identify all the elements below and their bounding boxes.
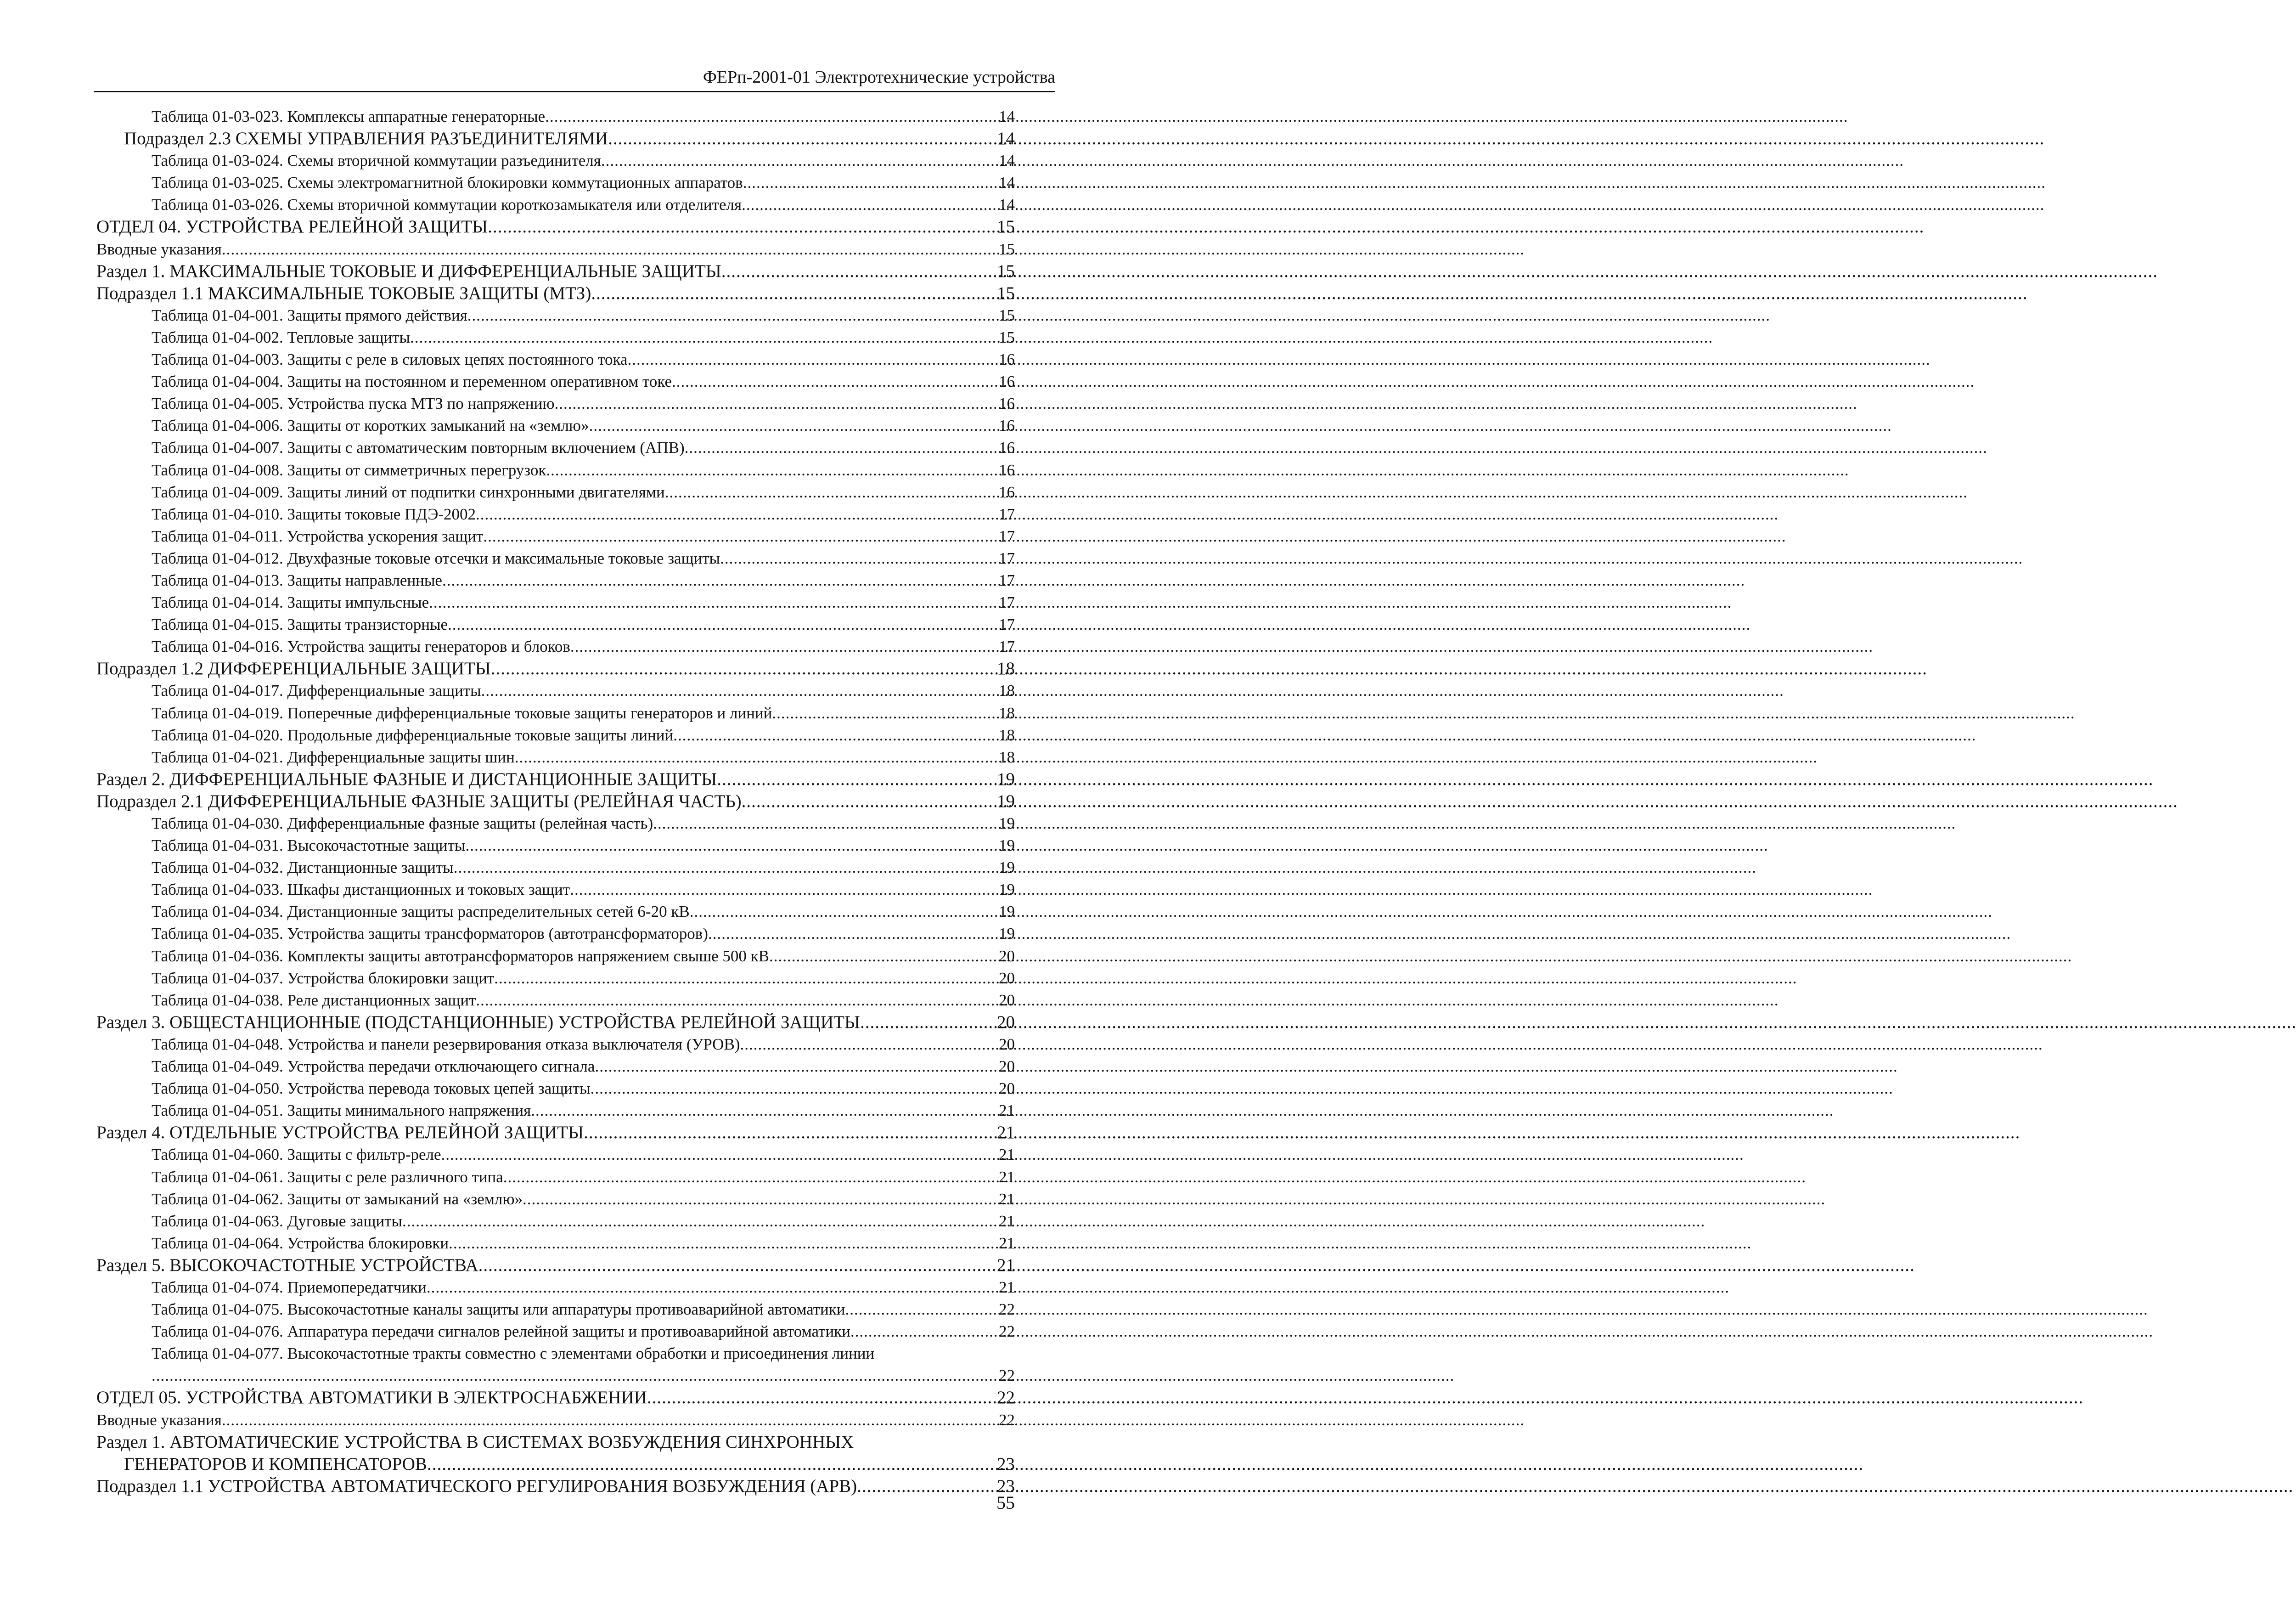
toc-entry-page: 22 (999, 1366, 1015, 1385)
dot-leader (591, 1078, 989, 1100)
dot-leader (673, 724, 989, 746)
toc-entry (96, 150, 1015, 172)
toc-entry-page: 19 (999, 858, 1015, 877)
dot-leader (478, 1254, 989, 1276)
dot-leader (222, 238, 989, 260)
dot-leader (720, 548, 989, 570)
toc-entry (96, 371, 1015, 393)
toc-entry-page: 20 (999, 1035, 1015, 1053)
toc-entry-page: 21 (999, 1212, 1015, 1230)
dot-leader (690, 901, 989, 923)
toc-entry-title: Таблица 01-04-019. Поперечные дифференциальные токовые защиты генераторов и линий (152, 704, 772, 722)
toc-entry (96, 437, 1015, 459)
toc-entry-title: Раздел 3. ОБЩЕСТАНЦИОННЫЕ (ПОДСТАНЦИОННЫЕ) УСТРОЙСТВА РЕЛЕЙНОЙ ЗАЩИТЫ (96, 1012, 860, 1032)
dot-leader (555, 393, 989, 415)
toc-entry-page: 19 (999, 903, 1015, 921)
toc-entry-page: 16 (999, 395, 1015, 413)
dot-leader (584, 1122, 989, 1144)
toc-entry-page: 21 (999, 1168, 1015, 1186)
dot-leader (449, 1232, 989, 1254)
toc-entry-title: ОТДЕЛ 05. УСТРОЙСТВА АВТОМАТИКИ В ЭЛЕКТРОСНАБЖЕНИИ (96, 1388, 647, 1408)
dot-leader (740, 1033, 989, 1056)
toc-entry (96, 813, 1015, 835)
toc-entry-page: 14 (999, 152, 1015, 170)
toc-entry-page: 19 (999, 881, 1015, 899)
dot-leader (742, 790, 989, 813)
dot-leader (494, 967, 989, 989)
toc-entry-page: 18 (999, 748, 1015, 766)
toc-entry-title: Таблица 01-04-014. Защиты импульсные (152, 593, 429, 612)
toc-entry-page: 21 (999, 1101, 1015, 1120)
toc-entry-page: 20 (997, 1012, 1015, 1032)
toc-entry-page: 22 (997, 1388, 1015, 1408)
toc-entry (96, 106, 1015, 128)
toc-entry-page: 16 (999, 439, 1015, 457)
toc-entry-page: 22 (999, 1411, 1015, 1429)
toc-entry-page: 16 (999, 483, 1015, 501)
toc-entry (96, 636, 1015, 658)
toc-entry-title: Таблица 01-04-016. Устройства защиты генераторов и блоков (152, 638, 570, 656)
toc-entry (96, 305, 1015, 327)
toc-entry-title: Таблица 01-04-038. Реле дистанционных защит (152, 991, 476, 1009)
toc-entry (96, 172, 1015, 194)
dot-leader (515, 746, 989, 768)
page-number: 55 (996, 1492, 1015, 1513)
dot-leader (483, 525, 989, 548)
toc-entry-title: Таблица 01-04-030. Дифференциальные фазные защиты (релейная часть) (152, 814, 653, 832)
dot-leader (476, 503, 989, 525)
toc-entry (96, 1011, 1015, 1033)
toc-entry (96, 548, 1015, 570)
toc-entry (96, 1343, 1015, 1365)
toc-entry-page: 17 (999, 615, 1015, 634)
toc-entry-title: Таблица 01-04-012. Двухфазные токовые отсечки и максимальные токовые защиты (152, 549, 720, 567)
toc-entry (96, 989, 1015, 1011)
toc-entry-title: Раздел 1. АВТОМАТИЧЕСКИЕ УСТРОЙСТВА В СИСТЕМАХ ВОЗБУЖДЕНИЯ СИНХРОННЫХ (96, 1432, 854, 1452)
toc-entry-page: 16 (999, 373, 1015, 391)
toc-entry (96, 857, 1015, 879)
dot-leader (448, 614, 989, 636)
toc-entry (96, 1431, 1015, 1453)
toc-entry-title: Раздел 1. МАКСИМАЛЬНЫЕ ТОКОВЫЕ И ДИФФЕРЕНЦИАЛЬНЫЕ ЗАЩИТЫ (96, 261, 721, 281)
dot-leader (152, 1365, 989, 1387)
toc-entry (96, 1100, 1015, 1122)
dot-leader (772, 702, 989, 724)
toc-entry-title: Раздел 5. ВЫСОКОЧАСТОТНЫЕ УСТРОЙСТВА (96, 1255, 478, 1275)
toc-entry (96, 768, 1015, 790)
dot-leader (769, 945, 989, 967)
toc-entry-title: Таблица 01-04-001. Защиты прямого действия (152, 306, 467, 324)
toc-entry-page: 17 (999, 505, 1015, 523)
dot-leader (685, 437, 989, 459)
toc-entry (96, 128, 1015, 150)
toc-entry (96, 1056, 1015, 1078)
dot-leader (857, 1475, 989, 1497)
toc-entry (96, 658, 1015, 680)
toc-entry-title: Таблица 01-04-062. Защиты от замыканий на «землю» (152, 1190, 523, 1208)
dot-leader (589, 415, 989, 437)
toc-entry-page: 15 (997, 217, 1015, 237)
toc-entry-title: Таблица 01-04-002. Тепловые защиты (152, 328, 410, 346)
dot-leader (491, 658, 989, 680)
toc-entry-page: 18 (999, 682, 1015, 700)
toc-entry-title: Вводные указания (96, 240, 222, 258)
dot-leader (402, 1210, 989, 1232)
toc-entry-title: ОТДЕЛ 04. УСТРОЙСТВА РЕЛЕЙНОЙ ЗАЩИТЫ (96, 217, 488, 237)
toc-entry-title: Таблица 01-04-009. Защиты линий от подпитки синхронными двигателями (152, 483, 665, 501)
toc-entry-page: 17 (999, 571, 1015, 589)
toc-entry (96, 1365, 1015, 1387)
toc-entry (96, 967, 1015, 989)
toc-entry-page: 14 (999, 174, 1015, 192)
dot-leader (465, 835, 989, 857)
dot-leader (427, 1453, 989, 1475)
toc-entry-title: Таблица 01-04-020. Продольные дифференциальные токовые защиты линий (152, 726, 674, 744)
toc-entry-page: 23 (997, 1476, 1015, 1496)
toc-entry (96, 459, 1015, 481)
dot-leader (672, 371, 989, 393)
toc-entry (96, 1188, 1015, 1210)
toc-entry (96, 481, 1015, 503)
toc-entry (96, 790, 1015, 813)
dot-leader (627, 349, 989, 371)
toc-entry-page: 18 (999, 704, 1015, 722)
toc-entry-title: Подраздел 1.1 МАКСИМАЛЬНЫЕ ТОКОВЫЕ ЗАЩИТЫ (МТЗ) (96, 283, 591, 303)
toc-entry-title: Таблица 01-04-074. Приемопередатчики (152, 1278, 427, 1296)
toc-entry-title: Таблица 01-04-051. Защиты минимального напряжения (152, 1101, 531, 1120)
toc-entry-page: 19 (999, 836, 1015, 855)
toc-entry (96, 1122, 1015, 1144)
toc-entry-title: Таблица 01-04-032. Дистанционные защиты (152, 858, 454, 877)
toc-entry-title: Таблица 01-04-061. Защиты с реле различного типа (152, 1168, 503, 1186)
toc-entry (96, 260, 1015, 282)
toc-entry-title: Таблица 01-04-003. Защиты с реле в силовых цепях постоянного тока (152, 350, 628, 369)
toc-entry-page: 15 (997, 261, 1015, 281)
toc-entry (96, 393, 1015, 415)
dot-leader (503, 1166, 989, 1188)
dot-leader (222, 1409, 989, 1431)
dot-leader (653, 813, 989, 835)
toc-entry (96, 1033, 1015, 1056)
toc-entry (96, 1166, 1015, 1188)
toc-entry-title: Подраздел 1.2 ДИФФЕРЕНЦИАЛЬНЫЕ ЗАЩИТЫ (96, 659, 491, 679)
toc-entry-title: Таблица 01-04-050. Устройства перевода токовых цепей защиты (152, 1079, 591, 1098)
toc-entry-page: 21 (999, 1190, 1015, 1208)
dot-leader (860, 1011, 989, 1033)
dot-leader (481, 680, 989, 702)
dot-leader (467, 305, 989, 327)
toc-entry-title: Таблица 01-04-035. Устройства защиты трансформаторов (автотрансформаторов) (152, 925, 708, 943)
toc-entry-title: Таблица 01-04-017. Дифференциальные защиты (152, 682, 481, 700)
toc-entry-page: 16 (999, 417, 1015, 435)
toc-entry-title: Раздел 2. ДИФФЕРЕНЦИАЛЬНЫЕ ФАЗНЫЕ И ДИСТАНЦИОННЫЕ ЗАЩИТЫ (96, 769, 717, 789)
toc-entry (96, 901, 1015, 923)
toc-entry-page: 16 (999, 350, 1015, 369)
toc-entry (96, 1210, 1015, 1232)
toc-entry-page: 20 (999, 1057, 1015, 1076)
dot-leader (601, 150, 989, 172)
toc-entry (96, 1453, 1015, 1475)
toc-entry-title: Таблица 01-04-034. Дистанционные защиты распределительных сетей 6-20 кВ (152, 903, 690, 921)
dot-leader (850, 1321, 989, 1343)
dot-leader (570, 636, 989, 658)
toc-entry-title: Вводные указания (96, 1411, 222, 1429)
toc-entry (96, 680, 1015, 702)
dot-leader (608, 128, 989, 150)
toc-entry-title: Таблица 01-04-036. Комплекты защиты автотрансформаторов напряжением свыше 500 кВ (152, 947, 770, 965)
toc-entry-title: Раздел 4. ОТДЕЛЬНЫЕ УСТРОЙСТВА РЕЛЕЙНОЙ ЗАЩИТЫ (96, 1123, 584, 1143)
toc-entry (96, 702, 1015, 724)
toc-entry-page: 14 (999, 107, 1015, 125)
toc-entry-title: Подраздел 2.3 СХЕМЫ УПРАВЛЕНИЯ РАЗЪЕДИНИТЕЛЯМИ (124, 129, 608, 149)
toc-entry-title: Таблица 01-04-077. Высокочастотные тракты совместно с элементами обработки и присоединения линии (152, 1344, 875, 1363)
dot-leader (410, 327, 989, 349)
toc-entry (96, 1232, 1015, 1254)
toc-entry-title: Таблица 01-04-049. Устройства передачи отключающего сигнала (152, 1057, 595, 1076)
dot-leader (665, 481, 989, 503)
toc-entry-page: 22 (999, 1322, 1015, 1341)
dot-leader (742, 194, 989, 216)
dot-leader (591, 282, 989, 305)
toc-entry (96, 194, 1015, 216)
toc-entry-title: Подраздел 2.1 ДИФФЕРЕНЦИАЛЬНЫЕ ФАЗНЫЕ ЗАЩИТЫ (РЕЛЕЙНАЯ ЧАСТЬ) (96, 791, 742, 811)
toc-entry-page: 17 (999, 549, 1015, 567)
toc-entry (96, 282, 1015, 305)
toc-entry-title: Таблица 01-04-076. Аппаратура передачи сигналов релейной защиты и противоаварийной автоматики (152, 1322, 850, 1341)
toc-entry-title: Таблица 01-04-037. Устройства блокировки защит (152, 969, 495, 987)
toc-entry-title: Таблица 01-04-031. Высокочастотные защиты (152, 836, 466, 855)
toc-entry (96, 945, 1015, 967)
toc-entry-page: 22 (999, 1300, 1015, 1319)
toc-entry-page: 14 (997, 129, 1015, 149)
toc-entry (96, 1387, 1015, 1409)
toc-entry (96, 1298, 1015, 1321)
toc-entry-page: 21 (999, 1146, 1015, 1164)
toc-entry (96, 1475, 1015, 1497)
dot-leader (454, 857, 989, 879)
toc-entry (96, 835, 1015, 857)
dot-leader (570, 879, 989, 901)
running-header: ФЕРп-2001-01 Электротехнические устройства (94, 64, 1055, 92)
toc-entry-title: Таблица 01-03-023. Комплексы аппаратные генераторные (152, 107, 546, 125)
dot-leader (717, 768, 989, 790)
toc-entry-title: Таблица 01-04-033. Шкафы дистанционных и токовых защит (152, 881, 570, 899)
toc-entry (96, 1409, 1015, 1431)
toc-entry-page: 21 (999, 1234, 1015, 1252)
dot-leader (743, 172, 989, 194)
toc-entry-page: 21 (997, 1255, 1015, 1275)
dot-leader (531, 1100, 989, 1122)
toc-entry (96, 614, 1015, 636)
toc-entry-title: Таблица 01-04-063. Дуговые защиты (152, 1212, 403, 1230)
toc-entry-page: 19 (999, 814, 1015, 832)
toc-entry-title: Подраздел 1.1 УСТРОЙСТВА АВТОМАТИЧЕСКОГО РЕГУЛИРОВАНИЯ ВОЗБУЖДЕНИЯ (АРВ) (96, 1476, 857, 1496)
toc-entry-title: Таблица 01-04-015. Защиты транзисторные (152, 615, 448, 634)
toc-entry-title: Таблица 01-03-025. Схемы электромагнитной блокировки коммутационных аппаратов (152, 174, 743, 192)
dot-leader (595, 1056, 989, 1078)
toc-entry-page: 21 (999, 1278, 1015, 1296)
toc-entry-title: Таблица 01-04-011. Устройства ускорения защит (152, 527, 484, 545)
toc-entry-title: Таблица 01-04-004. Защиты на постоянном и переменном оперативном токе (152, 373, 672, 391)
toc-entry-title: Таблица 01-04-048. Устройства и панели резервирования отказа выключателя (УРОВ) (152, 1035, 740, 1053)
toc-entry-title: Таблица 01-04-064. Устройства блокировки (152, 1234, 449, 1252)
toc-entry (96, 746, 1015, 768)
toc-entry-page: 20 (999, 947, 1015, 965)
toc-entry (96, 879, 1015, 901)
toc-entry (96, 1144, 1015, 1166)
toc-entry-page: 17 (999, 638, 1015, 656)
toc-entry-title: Таблица 01-04-013. Защиты направленные (152, 571, 442, 589)
toc-entry-page: 19 (999, 925, 1015, 943)
toc-entry-page: 20 (999, 991, 1015, 1009)
toc-entry-title: Таблица 01-04-010. Защиты токовые ПДЭ-2002 (152, 505, 476, 523)
dot-leader (708, 923, 989, 945)
toc-entry (96, 592, 1015, 614)
dot-leader (488, 216, 989, 238)
dot-leader (427, 1276, 989, 1298)
toc-entry-page: 19 (997, 769, 1015, 789)
toc-entry-title: Таблица 01-04-075. Высокочастотные каналы защиты или аппаратуры противоаварийной автоматики (152, 1300, 845, 1319)
toc-entry (96, 1254, 1015, 1276)
toc-entry (96, 1321, 1015, 1343)
toc-entry-title: ГЕНЕРАТОРОВ И КОМПЕНСАТОРОВ (124, 1454, 427, 1474)
toc-entry-page: 18 (997, 659, 1015, 679)
toc-entry-title: Таблица 01-03-024. Схемы вторичной коммутации разъединителя (152, 152, 601, 170)
toc-entry-title: Таблица 01-04-005. Устройства пуска МТЗ по напряжению (152, 395, 555, 413)
toc-entry (96, 349, 1015, 371)
dot-leader (441, 1144, 989, 1166)
toc-entry-page: 14 (999, 196, 1015, 214)
dot-leader (545, 106, 989, 128)
dot-leader (442, 570, 989, 592)
toc-entry (96, 216, 1015, 238)
toc-entry-title: Таблица 01-04-008. Защиты от симметричных перегрузок (152, 461, 546, 479)
toc-entry-page: 15 (999, 240, 1015, 258)
toc-entry-page: 18 (999, 726, 1015, 744)
toc-entry-title: Таблица 01-04-060. Защиты с фильтр-реле (152, 1146, 441, 1164)
toc-entry-page: 15 (999, 306, 1015, 324)
dot-leader (523, 1188, 989, 1210)
dot-leader (476, 989, 989, 1011)
toc-entry-page: 17 (999, 593, 1015, 612)
toc-entry-page: 17 (999, 527, 1015, 545)
toc-entry (96, 503, 1015, 525)
table-of-contents (96, 106, 1015, 1497)
toc-entry-page: 23 (997, 1454, 1015, 1474)
toc-entry-page: 19 (997, 791, 1015, 811)
dot-leader (721, 260, 989, 282)
toc-entry (96, 238, 1015, 260)
toc-entry (96, 923, 1015, 945)
toc-entry (96, 1078, 1015, 1100)
toc-entry (96, 327, 1015, 349)
toc-entry-page: 20 (999, 969, 1015, 987)
toc-entry (96, 1276, 1015, 1298)
toc-entry-title: Таблица 01-03-026. Схемы вторичной коммутации короткозамыкателя или отделителя (152, 196, 742, 214)
toc-entry (96, 415, 1015, 437)
toc-entry-page: 21 (997, 1123, 1015, 1143)
toc-entry-page: 15 (997, 283, 1015, 303)
dot-leader (546, 459, 989, 481)
dot-leader (429, 592, 989, 614)
toc-entry (96, 525, 1015, 548)
toc-entry-page: 20 (999, 1079, 1015, 1098)
toc-entry-page: 15 (999, 328, 1015, 346)
toc-entry-title: Таблица 01-04-021. Дифференциальные защиты шин (152, 748, 515, 766)
dot-leader (647, 1387, 989, 1409)
toc-entry (96, 570, 1015, 592)
dot-leader (845, 1298, 989, 1321)
toc-entry (96, 724, 1015, 746)
toc-entry-title: Таблица 01-04-006. Защиты от коротких замыканий на «землю» (152, 417, 589, 435)
toc-entry-page: 16 (999, 461, 1015, 479)
toc-entry-title: Таблица 01-04-007. Защиты с автоматическим повторным включением (АПВ) (152, 439, 685, 457)
